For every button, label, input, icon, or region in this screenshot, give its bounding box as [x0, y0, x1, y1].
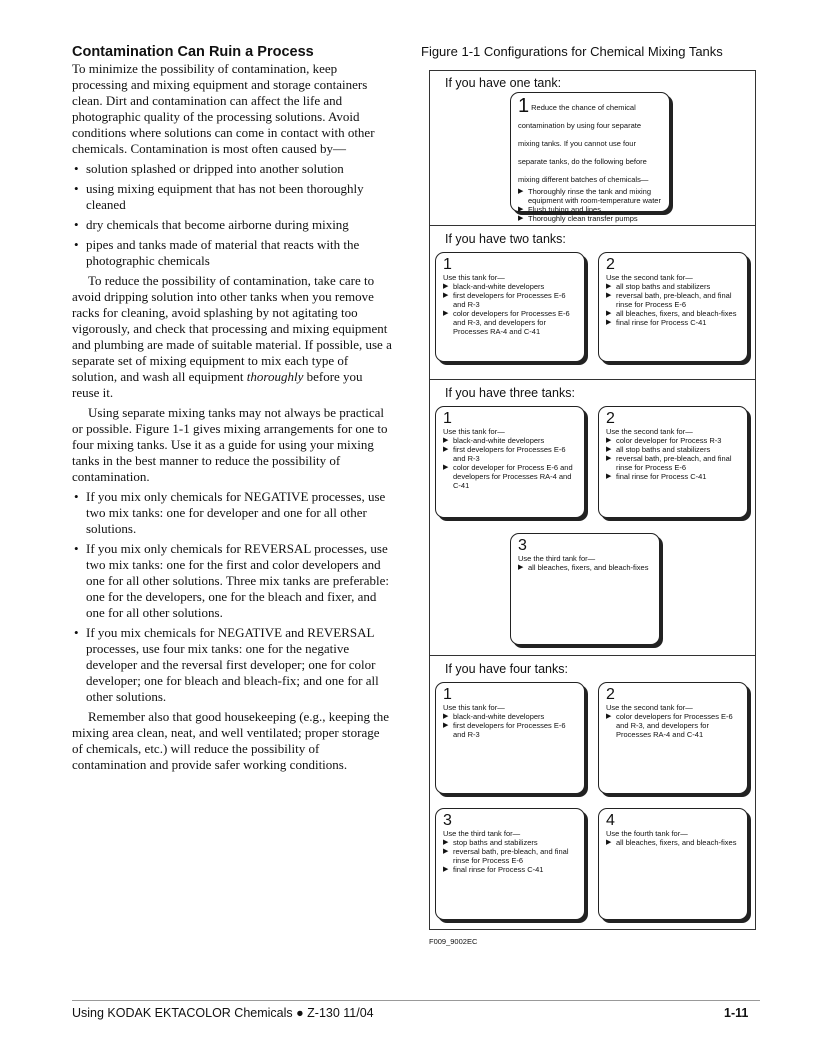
usage-item: ▶ final rinse for Process C-41 [606, 318, 740, 327]
tank-rules-list [72, 489, 392, 705]
tank-number: 2 [606, 256, 615, 273]
tank-usage-list [606, 838, 740, 847]
intro-paragraph: To minimize the possibility of contamination, keep processing and mixing equipment and storage containers clean. Dirt and contamination can affect the life and photographic quality of the processing solutions. Avoid conditions where solutions can come in contact with other chemicals. Contamination is most often caused by— [72, 61, 375, 156]
page-number: 1-11 [724, 1006, 749, 1020]
three-tanks-heading: If you have three tanks: [445, 386, 575, 400]
usage-item: ▶ all stop baths and stabilizers [606, 282, 740, 291]
tank-intro: Use the second tank for— [606, 273, 693, 282]
usage-item: ▶ black-and-white developers [443, 436, 577, 445]
prevention-paragraph: To reduce the possibility of contamination, take care to avoid dripping solution into other tanks when you remove racks for cleaning, avoid splashing by not agitating too vigorously, and check that processing and mixing equipment and plumbing are made of suitable material. If possible, use a separate set of mixing equipment to mix each type of solution, and wash all equipment thoroughly before you reuse it. [72, 273, 392, 400]
tank-number: 1 [443, 686, 452, 703]
section-divider [429, 379, 756, 380]
tank-intro: Use this tank for— [443, 273, 505, 282]
three-tanks-tank-1 [435, 406, 585, 518]
tank-intro: Use the second tank for— [606, 427, 693, 436]
tank-usage-list [443, 436, 577, 490]
section-divider [429, 225, 756, 226]
usage-item: ▶ color developers for Processes E-6 and R-3, and developers for Processes RA-4 and C-41 [606, 712, 740, 739]
tank-number: 4 [606, 812, 615, 829]
three-tanks-tank-2 [598, 406, 748, 518]
tank-usage-list [443, 712, 577, 739]
tank-usage-list [606, 282, 740, 327]
cause-item: • using mixing equipment that has not been thoroughly cleaned [72, 181, 392, 213]
usage-item: ▶ color developers for Processes E-6 and R-3, and developers for Processes RA-4 and C-41 [443, 309, 577, 336]
four-tanks-tank-2 [598, 682, 748, 794]
tank-intro: Use the second tank for— [606, 703, 693, 712]
tank-number: 2 [606, 686, 615, 703]
section-divider [429, 655, 756, 656]
tank-usage-list [606, 436, 740, 481]
two-tanks-tank-2 [598, 252, 748, 362]
causes-list [72, 161, 392, 269]
usage-item: ▶ black-and-white developers [443, 712, 577, 721]
usage-item: ▶ first developers for Processes E-6 and R-3 [443, 291, 577, 309]
usage-item: ▶ first developers for Processes E-6 and R-3 [443, 445, 577, 463]
tank-number: 3 [518, 537, 527, 554]
tank-intro: Use the fourth tank for— [606, 829, 688, 838]
one-tank-heading: If you have one tank: [445, 76, 562, 90]
usage-item: ▶ all bleaches, fixers, and bleach-fixes [606, 838, 740, 847]
four-tanks-heading: If you have four tanks: [445, 662, 568, 676]
usage-item: ▶ final rinse for Process C-41 [606, 472, 740, 481]
tank-usage-list [518, 563, 652, 572]
usage-item: ▶ reversal bath, pre-bleach, and final rinse for Process E-6 [606, 291, 740, 309]
tank-intro: Use the third tank for— [518, 554, 596, 563]
emphasis-thoroughly: thoroughly [246, 369, 304, 384]
rule-item: • If you mix only chemicals for REVERSAL processes, use two mix tanks: one for the first and color developers and one for all other solutions. Three mix tanks are preferable: one for the developers, one for the bleach and fixer, and one for all other solutions. [72, 541, 392, 621]
usage-item: ▶ first developers for Processes E-6 and R-3 [443, 721, 577, 739]
figure-id: F009_9002EC [429, 937, 478, 946]
usage-item: ▶ color developer for Process E-6 and developers for Processes RA-4 and C-41 [443, 463, 577, 490]
tank-number: 1 [443, 410, 452, 427]
body-text-column [72, 44, 392, 777]
usage-item: ▶ reversal bath, pre-bleach, and final rinse for Process E-6 [606, 454, 740, 472]
one-tank-box [510, 92, 670, 223]
four-tanks-tank-3 [435, 808, 585, 920]
tank-number: 2 [606, 410, 615, 427]
section-title: Contamination Can Ruin a Process [72, 44, 314, 60]
cause-item: • pipes and tanks made of material that reacts with the photographic chemicals [72, 237, 392, 269]
two-tanks-heading: If you have two tanks: [445, 232, 566, 246]
tank-number: 3 [443, 812, 452, 829]
tank-lead-text: Reduce the chance of chemical contamination by using four separate mixing tanks. If you cannot use four separate tanks, do the following before mixing different batches of chemicals— [518, 103, 649, 184]
usage-item: ▶ stop baths and stabilizers [443, 838, 577, 847]
three-tanks-tank-3 [510, 533, 660, 645]
tank-number: 1 [443, 256, 452, 273]
rule-item: • If you mix only chemicals for NEGATIVE processes, use two mix tanks: one for developer and one for all other solutions. [72, 489, 392, 537]
usage-item: ▶ all bleaches, fixers, and bleach-fixes [606, 309, 740, 318]
usage-item: ▶ all stop baths and stabilizers [606, 445, 740, 454]
footer-publication: Using KODAK EKTACOLOR Chemicals ● Z-130 11/04 [72, 1006, 374, 1020]
instruction-item: ▶ Thoroughly clean transfer pumps [518, 214, 662, 223]
instruction-item: ▶ Thoroughly rinse the tank and mixing equipment with room-temperature water [518, 187, 662, 205]
separate-tanks-paragraph: Using separate mixing tanks may not always be practical or possible. Figure 1-1 gives mixing arrangements for one to four mixing tanks. Use it as a guide for using your mixing tanks in the best manner to reduce the possibility of contamination. [72, 405, 388, 484]
usage-item: ▶ all bleaches, fixers, and bleach-fixes [518, 563, 652, 572]
two-tanks-tank-1 [435, 252, 585, 362]
tank-usage-list [606, 712, 740, 739]
housekeeping-paragraph: Remember also that good housekeeping (e.g., keeping the mixing area clean, neat, and well ventilated; proper storage of chemicals, etc.) will reduce the possibility of contamination and provide safer working conditions. [72, 709, 390, 772]
usage-item: ▶ color developer for Process R-3 [606, 436, 740, 445]
tank-intro: Use this tank for— [443, 703, 505, 712]
tank-usage-list [443, 282, 577, 336]
four-tanks-tank-1 [435, 682, 585, 794]
usage-item: ▶ reversal bath, pre-bleach, and final rinse for Process E-6 [443, 847, 577, 865]
cause-item: • solution splashed or dripped into another solution [72, 161, 392, 177]
tank-intro: Use this tank for— [443, 427, 505, 436]
tank-usage-list [443, 838, 577, 874]
tank-number: 1 [518, 95, 530, 117]
usage-item: ▶ black-and-white developers [443, 282, 577, 291]
rule-item: • If you mix chemicals for NEGATIVE and REVERSAL processes, use four mix tanks: one for the negative developer and the reversal first developer; one for color developer; one for bleach and bleach-fix; and one for all other solutions. [72, 625, 392, 705]
tank-instructions [518, 187, 662, 223]
usage-item: ▶ final rinse for Process C-41 [443, 865, 577, 874]
four-tanks-tank-4 [598, 808, 748, 920]
tank-intro: Use the third tank for— [443, 829, 521, 838]
instruction-item: ▶ Flush tubing and lines [518, 205, 662, 214]
cause-item: • dry chemicals that become airborne during mixing [72, 217, 392, 233]
figure-caption: Figure 1-1 Configurations for Chemical Mixing Tanks [421, 44, 723, 59]
footer-rule [72, 1000, 760, 1001]
